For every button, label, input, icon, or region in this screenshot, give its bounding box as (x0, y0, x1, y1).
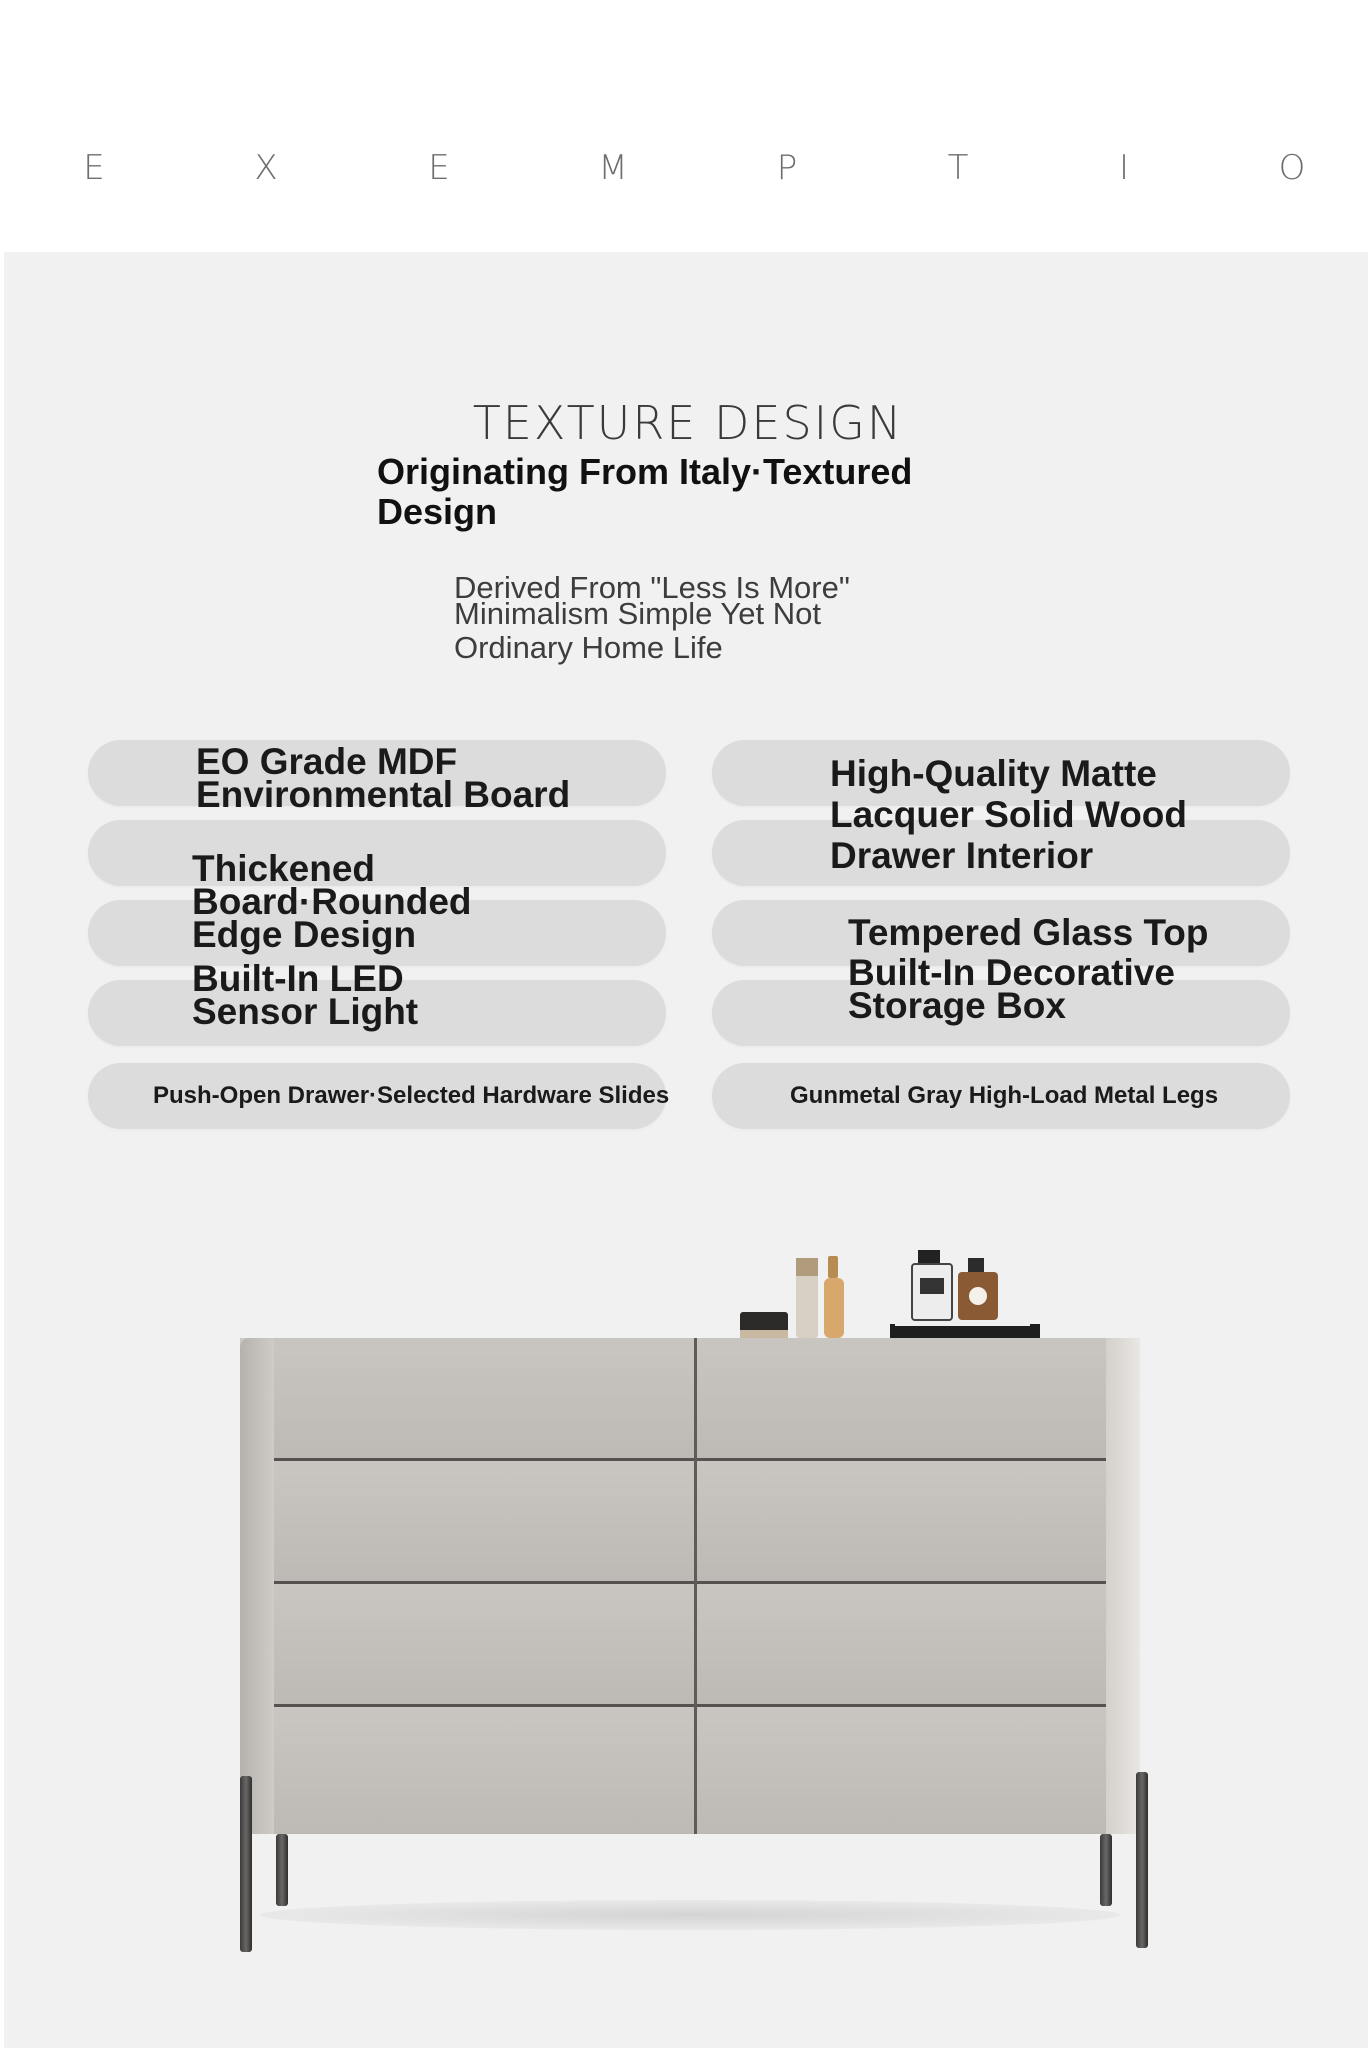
brand-letter: P (776, 148, 798, 188)
subtext-line: Minimalism Simple Yet Not (454, 596, 821, 631)
feature-glass-top: Tempered Glass Top (848, 912, 1209, 953)
leg (1100, 1834, 1112, 1906)
drawer (274, 1584, 694, 1707)
subtext-line: Ordinary Home Life (454, 630, 723, 665)
drawer (697, 1461, 1106, 1584)
feature-storage-box: Built-In Decorative Storage Box (848, 952, 1175, 1026)
drawer (274, 1338, 694, 1461)
feature-led-light: Built-In LED Sensor Light (192, 958, 419, 1032)
brand-header (0, 0, 1368, 252)
drawer (697, 1584, 1106, 1707)
floor-shadow (260, 1900, 1120, 1930)
drawer-divider (694, 1338, 697, 1834)
feature-rounded-edge: Thickened Board·Rounded Edge Design (192, 848, 472, 955)
feature-mdf-board: EO Grade MDF Environmental Board (196, 741, 571, 815)
brand-letter: M (598, 148, 628, 188)
drawer (697, 1338, 1106, 1461)
side-panel-right (1106, 1338, 1140, 1834)
feature-metal-legs: Gunmetal Gray High-Load Metal Legs (790, 1082, 1219, 1109)
brand-letter: E (428, 148, 450, 188)
headline: Originating From Italy·Textured Design (377, 451, 913, 532)
dresser-body (240, 1338, 1140, 1834)
drawer (697, 1708, 1106, 1834)
side-panel-left (240, 1338, 274, 1834)
dresser-image (230, 1250, 1160, 1970)
feature-push-open-drawer: Push-Open Drawer·Selected Hardware Slides (153, 1082, 670, 1109)
leg (240, 1776, 252, 1952)
leg (1136, 1772, 1148, 1948)
drawer (274, 1708, 694, 1834)
subtext-line: Derived From "Less Is More" (454, 570, 850, 605)
brand-letter: O (1278, 148, 1306, 188)
brand-letter: X (254, 148, 278, 188)
brand-letter: E (83, 148, 105, 188)
feature-matte-lacquer: High-Quality Matte Lacquer Solid Wood Drawer Interior (830, 753, 1187, 876)
drawer (274, 1461, 694, 1584)
section-title: TEXTURE DESIGN (472, 396, 904, 450)
brand-letter: T (947, 148, 969, 188)
leg (276, 1834, 288, 1906)
decor-items-image (730, 1250, 1290, 1342)
brand-letter: I (1118, 148, 1130, 188)
